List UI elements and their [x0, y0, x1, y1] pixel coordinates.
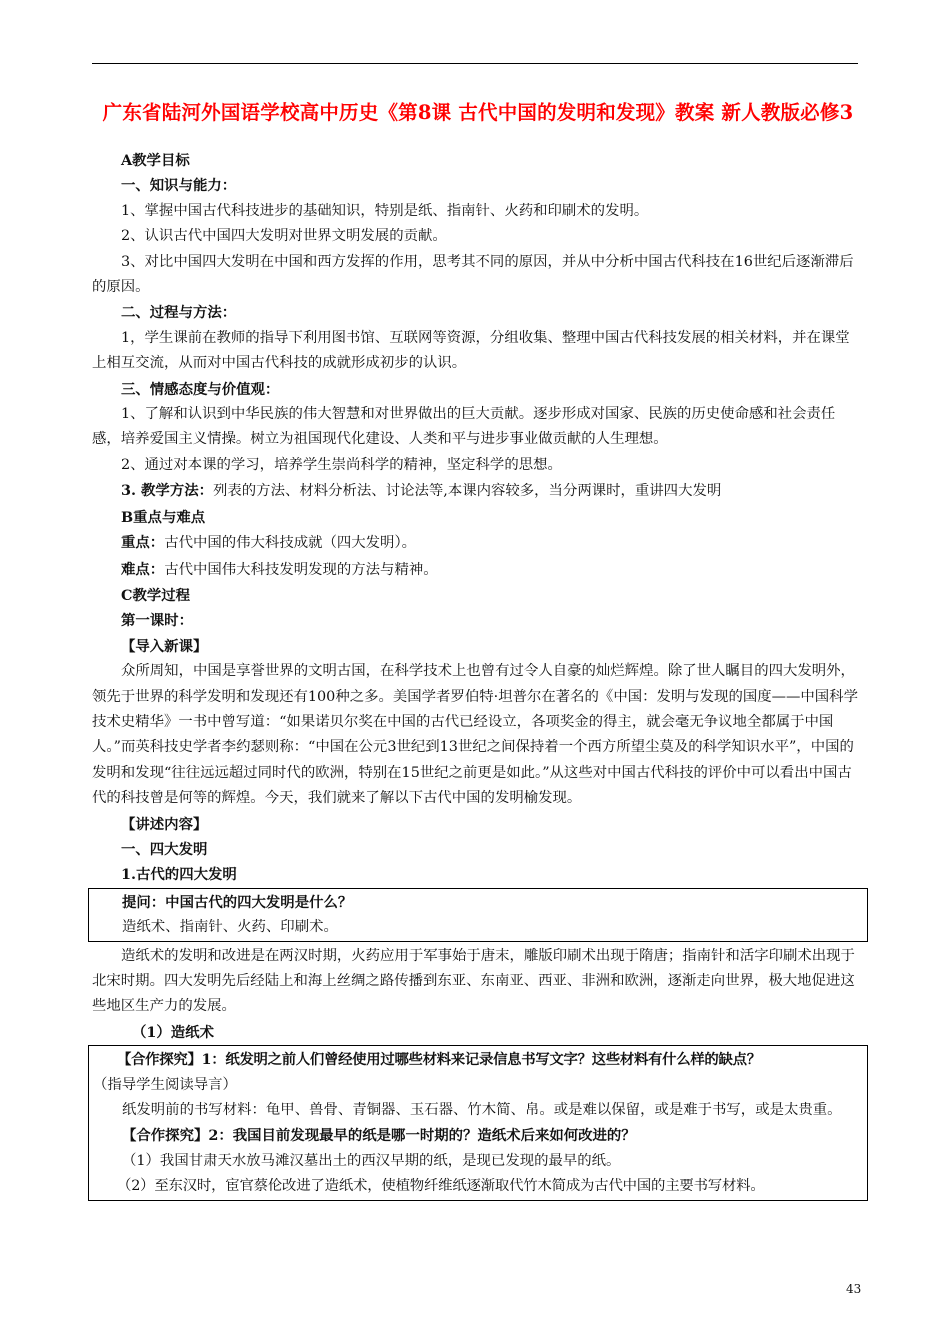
section-a-heading: A教学目标: [121, 152, 190, 169]
emotion-heading: 三、情感态度与价值观：: [121, 380, 280, 398]
knowledge-item-2: 2、认识古代中国四大发明对世界文明发展的贡献。: [121, 228, 447, 245]
box2-answer-1: 纸发明前的书写材料：龟甲、兽骨、青铜器、玉石器、竹木简、帛。或是难以保留，或是难于书写，或是太贵重。: [122, 1102, 842, 1119]
process-heading: 二、过程与方法：: [121, 304, 237, 322]
key-point-text: 古代中国的伟大科技成就（四大发明）。: [164, 535, 417, 552]
box2-guide: （指导学生阅读导言）: [93, 1076, 237, 1093]
knowledge-item-1: 1、掌握中国古代科技进步的基础知识，特别是纸、指南针、火药和印刷术的发明。: [121, 202, 649, 219]
box2-q2-text: 2：我国目前发现最早的纸是哪一时期的？造纸术后来如何改进的？: [208, 1127, 636, 1145]
emotion-item-2: 2、通过对本课的学习，培养学生崇尚科学的精神，坚定科学的思想。: [121, 456, 562, 473]
method-label: 3. 教学方法：: [121, 482, 213, 500]
papermaking-heading: （1）造纸术: [132, 1023, 214, 1041]
box2-answer-2a: （1）我国甘肃天水放马滩汉墓出土的西汉早期的纸，是现已发现的最早的纸。: [122, 1152, 621, 1169]
intro-paragraph: 众所周知，中国是享誉世界的文明古国，在科学技术上也曾有过令人自豪的灿烂辉煌。除了世人瞩目的四大发明外，领先于世界的科学发明和发现还有100种之多。美国学者罗伯特·坦普尔在著名的《中国：发明与发现的国度——中国科学技术史精华》一书中曾写道：“如果诺贝尔奖在中国的古代已经设立，各项奖金的得主，就会毫无争议地全都属于中国人。”而英科技史学者李约瑟则称：“中国在公元3世纪到13世纪之间保持着一个西方所望尘莫及的科学知识水平”，中国的发明和发现“往往远远超过同时代的欧洲，特别在15世纪之前更是如此。”从这些对中国古代科技的评价中可以看出中国古代的科技曾是何等的辉煌。今天，我们就来了解以下古代中国的发明榆发现。: [92, 663, 858, 807]
four-inventions-heading: 一、四大发明: [121, 840, 208, 858]
box2-question-1: [89, 1047, 867, 1072]
box2-q1-text: 1：纸发明之前人们曾经使用过哪些材料来记录信息书写文字？这些材料有什么样的缺点？: [201, 1051, 761, 1069]
box1-question: 提问：中国古代的四大发明是什么？: [122, 893, 353, 911]
key-point-label: 重点：: [121, 534, 165, 552]
header-rule: [92, 63, 858, 64]
knowledge-heading: 一、知识与能力：: [121, 177, 237, 195]
box2-answer-2b: （2）至东汉时，宦官蔡伦改进了造纸术，使植物纤维纸逐渐取代竹木简成为古代中国的主要书写材料。: [117, 1178, 765, 1195]
knowledge-item-3: 3、对比中国四大发明在中国和西方发挥的作用，思考其不同的原因，并从中分析中国古代科技在16世纪后逐渐滞后的原因。: [92, 253, 854, 296]
lecture-heading: 【讲述内容】: [121, 815, 208, 833]
lesson-one-heading: 第一课时：: [121, 612, 193, 630]
box1-answer: 造纸术、指南针、火药、印刷术。: [122, 919, 338, 936]
difficulty-line: [92, 557, 864, 583]
ancient-inventions-heading: 1.古代的四大发明: [121, 866, 237, 884]
process-item-1: 1，学生课前在教师的指导下利用图书馆、互联网等资源，分组收集、整理中国古代科技发展的相关材料，并在课堂上相互交流，从而对中国古代科技的成就形成初步的认识。: [92, 329, 850, 372]
method-line: [92, 478, 864, 504]
box2-q1-label: 【合作探究】: [117, 1051, 202, 1069]
question-box-1: [88, 888, 868, 942]
document-body: [92, 148, 864, 1203]
section-b-heading: B重点与难点: [121, 508, 206, 526]
document-title: 广东省陆河外国语学校高中历史《第8课 古代中国的发明和发现》教案 新人教版必修3: [102, 101, 854, 124]
box2-q2-label: 【合作探究】: [122, 1127, 209, 1145]
section-c-heading: C教学过程: [121, 586, 191, 604]
emotion-item-1: 1、了解和认识到中华民族的伟大智慧和对世界做出的巨大贡献。逐步形成对国家、民族的历史使命感和社会责任感，培养爱国主义情操。树立为祖国现代化建设、人类和平与进步事业做贡献的人生理想。: [92, 406, 836, 448]
difficulty-label: 难点：: [121, 560, 165, 578]
difficulty-text: 古代中国伟大科技发明发现的方法与精神。: [164, 561, 438, 578]
question-box-2: [88, 1045, 868, 1200]
method-text: 列表的方法、材料分析法、讨论法等,本课内容较多，当分两课时，重讲四大发明: [213, 483, 722, 500]
box2-question-2: [89, 1123, 867, 1148]
page-number: 43: [846, 1282, 862, 1296]
intro-heading: 【导入新课】: [121, 637, 208, 655]
key-point-line: [92, 530, 864, 556]
spread-paragraph: 造纸术的发明和改进是在两汉时期，火药应用于军事始于唐末，雕版印刷术出现于隋唐；指南针和活字印刷术出现于北宋时期。四大发明先后经陆上和海上丝绸之路传播到东亚、东南亚、西亚、非洲和欧洲，逐渐走向世界，极大地促进这些地区生产力的发展。: [92, 947, 855, 1015]
